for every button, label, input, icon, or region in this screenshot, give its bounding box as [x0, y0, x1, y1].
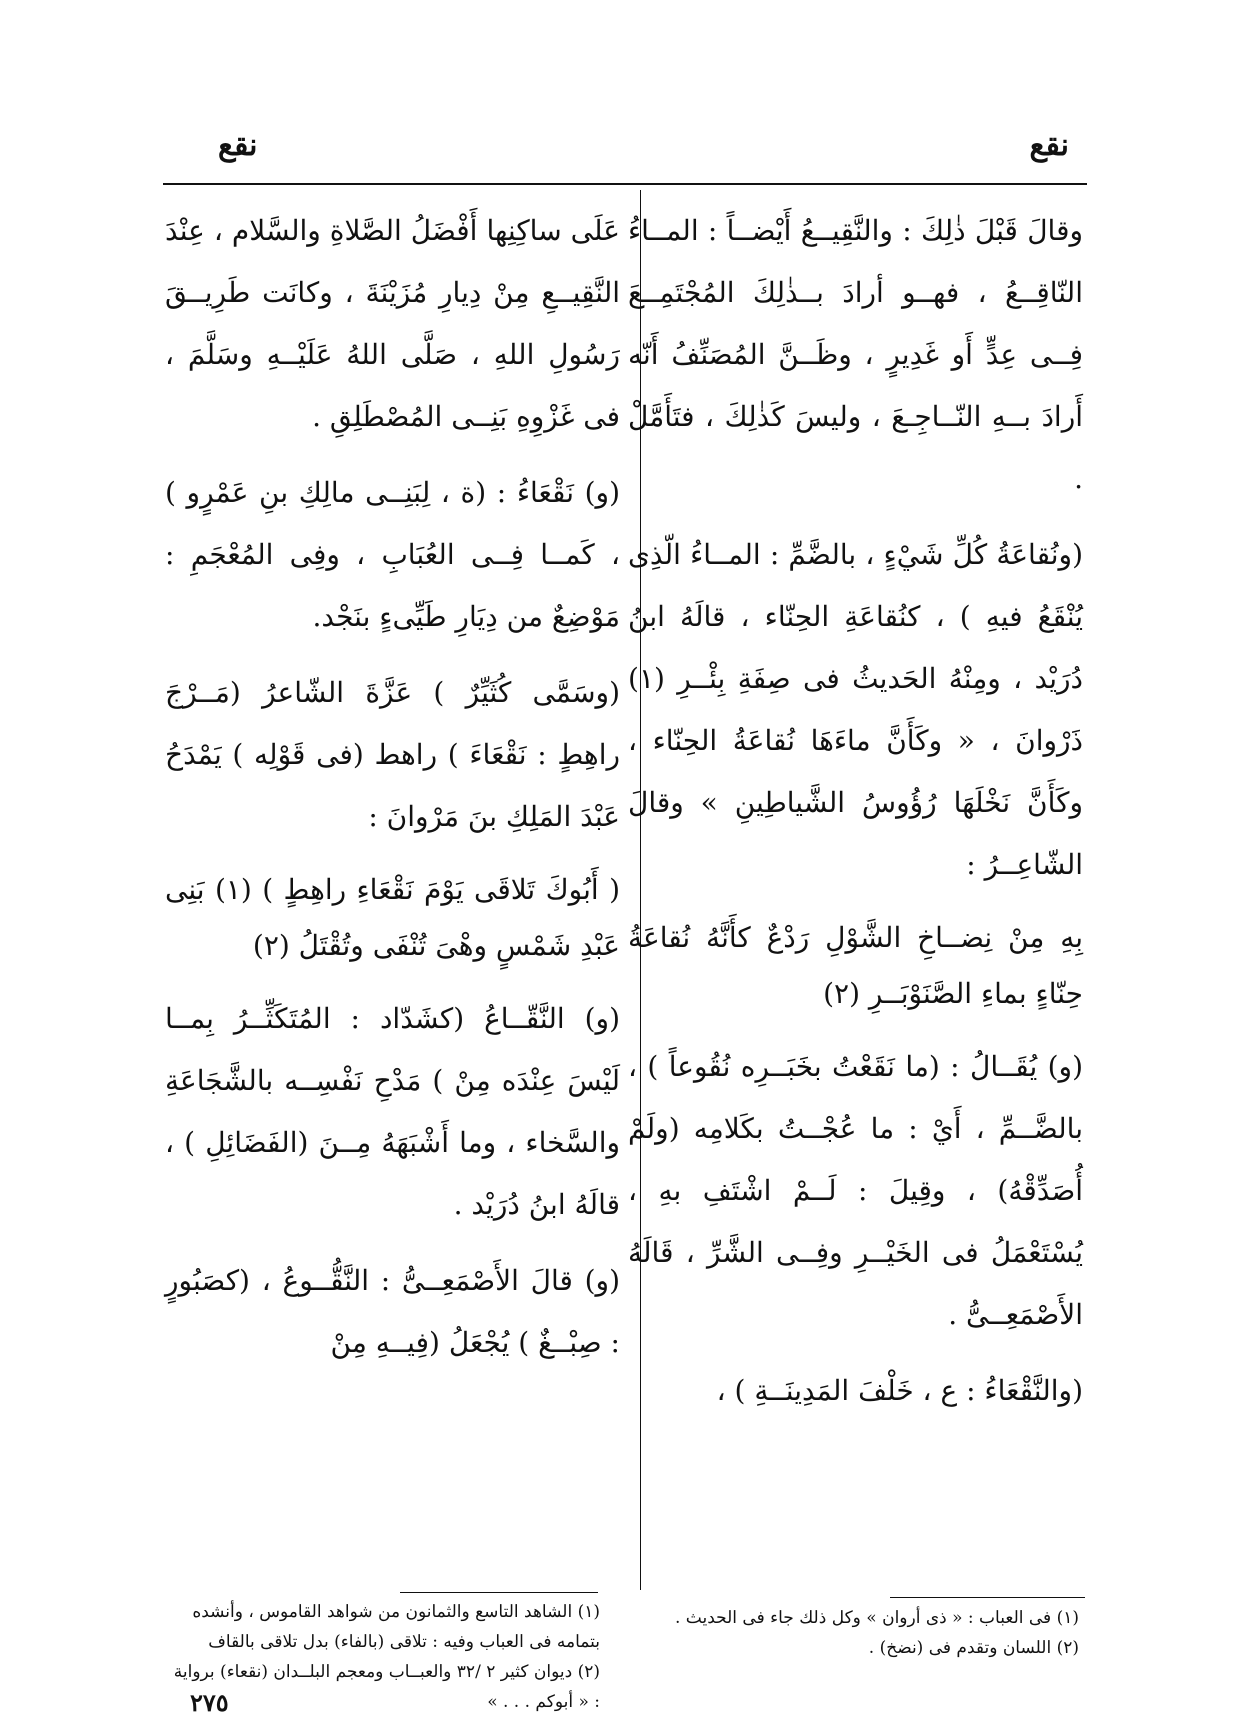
page-number: ٢٧٥: [190, 1688, 229, 1717]
header-rule: [163, 183, 1087, 185]
paragraph: (و) قالَ الأَصْمَعِــىُّ : النَّقُّــوعُ ، (كصَبُورٍ : صِبْــغٌ ) يُجْعَلُ (فِيــهِ مِنْ: [165, 1264, 620, 1359]
header-entry-word-left: نقع: [218, 128, 258, 163]
paragraph: (و) يُقَــالُ : (ما نَقَعْتُ بخَبَــرِه نُقُوعاً ) ، بالضَّــمِّ ، أَيْ : ما عُجْــتُ بكَلامِه (ولَمْ أُصَدِّقْهُ) ، وقِيلَ : لَــمْ اشْتَفِ بهِ ، يُسْتَعْمَلُ فى الخَيْــرِ وفِــى الشَّرِّ ، قَالَهُ الأَصْمَعِــىُّ .: [628, 1050, 1083, 1331]
footnotes-right: [624, 1603, 1079, 1663]
header-entry-word-right: نقع: [1029, 128, 1069, 163]
right-column: [628, 200, 1083, 1436]
left-column: [165, 200, 620, 1388]
footnote-rule-left: [400, 1592, 598, 1593]
footnotes-left: [170, 1597, 600, 1717]
paragraph: (ونُقاعَةُ كُلِّ شَيْءٍ ، بالضَّمِّ : المــاءُ الّذِى يُنْقَعُ فيهِ ) ، كنُقاعَةِ الحِنّاء ، قالَهُ ابنُ دُرَيْد ، ومِنْهُ الحَديثُ فى صِفَةِ بِئْــرِ (١) ذَرْوانَ ، « وكَأَنَّ ماءَهَا نُقاعَةُ الحِنّاء ، وكَأَنَّ نَخْلَهَا رُؤُوسُ الشَّياطِينِ » وقالَ الشّاعِــرُ :: [628, 538, 1083, 881]
paragraph: عَلَى ساكِنِها أَفْضَلُ الصَّلاةِ والسَّلام ، عِنْدَ النَّقِيــعِ مِنْ دِيارِ مُزَيْنَةَ ، وكانَت طَرِيــقَ رَسُولِ اللهِ ، صَلَّى اللهُ عَلَيْــهِ وسَلَّمَ ، فى غَزْوِهِ بَنِــى المُصْطَلِقِ .: [165, 214, 620, 433]
verse: ( أَبُوكَ تَلاقَى يَوْمَ نَقْعَاءِ راهِطٍ ) (١) بَنِى عَبْدِ شَمْسٍ وهْىَ تُنْفَى وتُقْتَلُ (٢): [165, 873, 621, 962]
paragraph: (وسَمَّى كُثَيِّرٌ ) عَزَّةَ الشّاعرُ (مَــرْجَ راهِطٍ : نَقْعَاءَ ) راهط (فى قَوْلِه ) يَمْدَحُ عَبْدَ المَلِكِ بنَ مَرْوانَ :: [165, 676, 620, 833]
paragraph: (و) النَّقّــاعُ (كشَدّاد : المُتَكَثِّــرُ بِمــا لَيْسَ عِنْدَه مِنْ ) مَدْحِ نَفْسِــه بالشَّجَاعَةِ والسَّخاء ، وما أَشْبَهَهُ مِــنَ (الفَضَائِلِ ) ، قالَهُ ابنُ دُرَيْد .: [165, 1002, 620, 1221]
verse: بِهِ مِنْ نِضــاخِ الشَّوْلِ رَدْعٌ كأَنَّهُ نُقاعَةُ حِنّاءٍ بماءِ الصَّنَوْبَــرِ (٢): [628, 921, 1083, 1010]
paragraph: (والنَّقْعَاءُ : ع ، خَلْفَ المَدِينَــةِ ) ،: [716, 1374, 1083, 1407]
footnote-rule-right: [890, 1597, 1085, 1598]
footnote: (٢) اللسان وتقدم فى (نضخ) .: [868, 1638, 1079, 1658]
paragraph: (و) نَقْعَاءُ : (ة ، لِبَنِــى مالِكِ بنِ عَمْرٍو ) ، كَمــا فِــى العُبَابِ ، وفِى المُعْجَمِ : مَوْضِعٌ من دِيَارِ طَيِّىءٍ بنَجْد.: [165, 476, 620, 633]
footnote: (١) فى العباب : « ذى أروان » وكل ذلك جاء فى الحديث .: [675, 1608, 1079, 1628]
footnote: (٢) ديوان كثير ٢ /٣٢ والعبــاب ومعجم البلــدان (نقعاء) برواية : « أبوكم . . . »: [173, 1662, 600, 1712]
footnote: (١) الشاهد التاسع والثمانون من شواهد القاموس ، وأنشده بتمامه فى العباب وفيه : تلاقى (بالفاء) بدل تلاقى بالقاف: [192, 1602, 600, 1652]
paragraph: وقالَ قَبْلَ ذٰلِكَ : والنَّقِيــعُ أَيْضــاً : المــاءُ النّاقِــعُ ، فهــو أرادَ بــذٰلِكَ المُجْتَمِــعَ فِــى عِدٍّ أَو غَدِيرٍ ، وظَــنَّ المُصَنِّفُ أَنّه أَرادَ بــهِ النّــاجِـعَ ، وليسَ كَذٰلِكَ ، فتَأَمَّلْ .: [628, 214, 1083, 495]
